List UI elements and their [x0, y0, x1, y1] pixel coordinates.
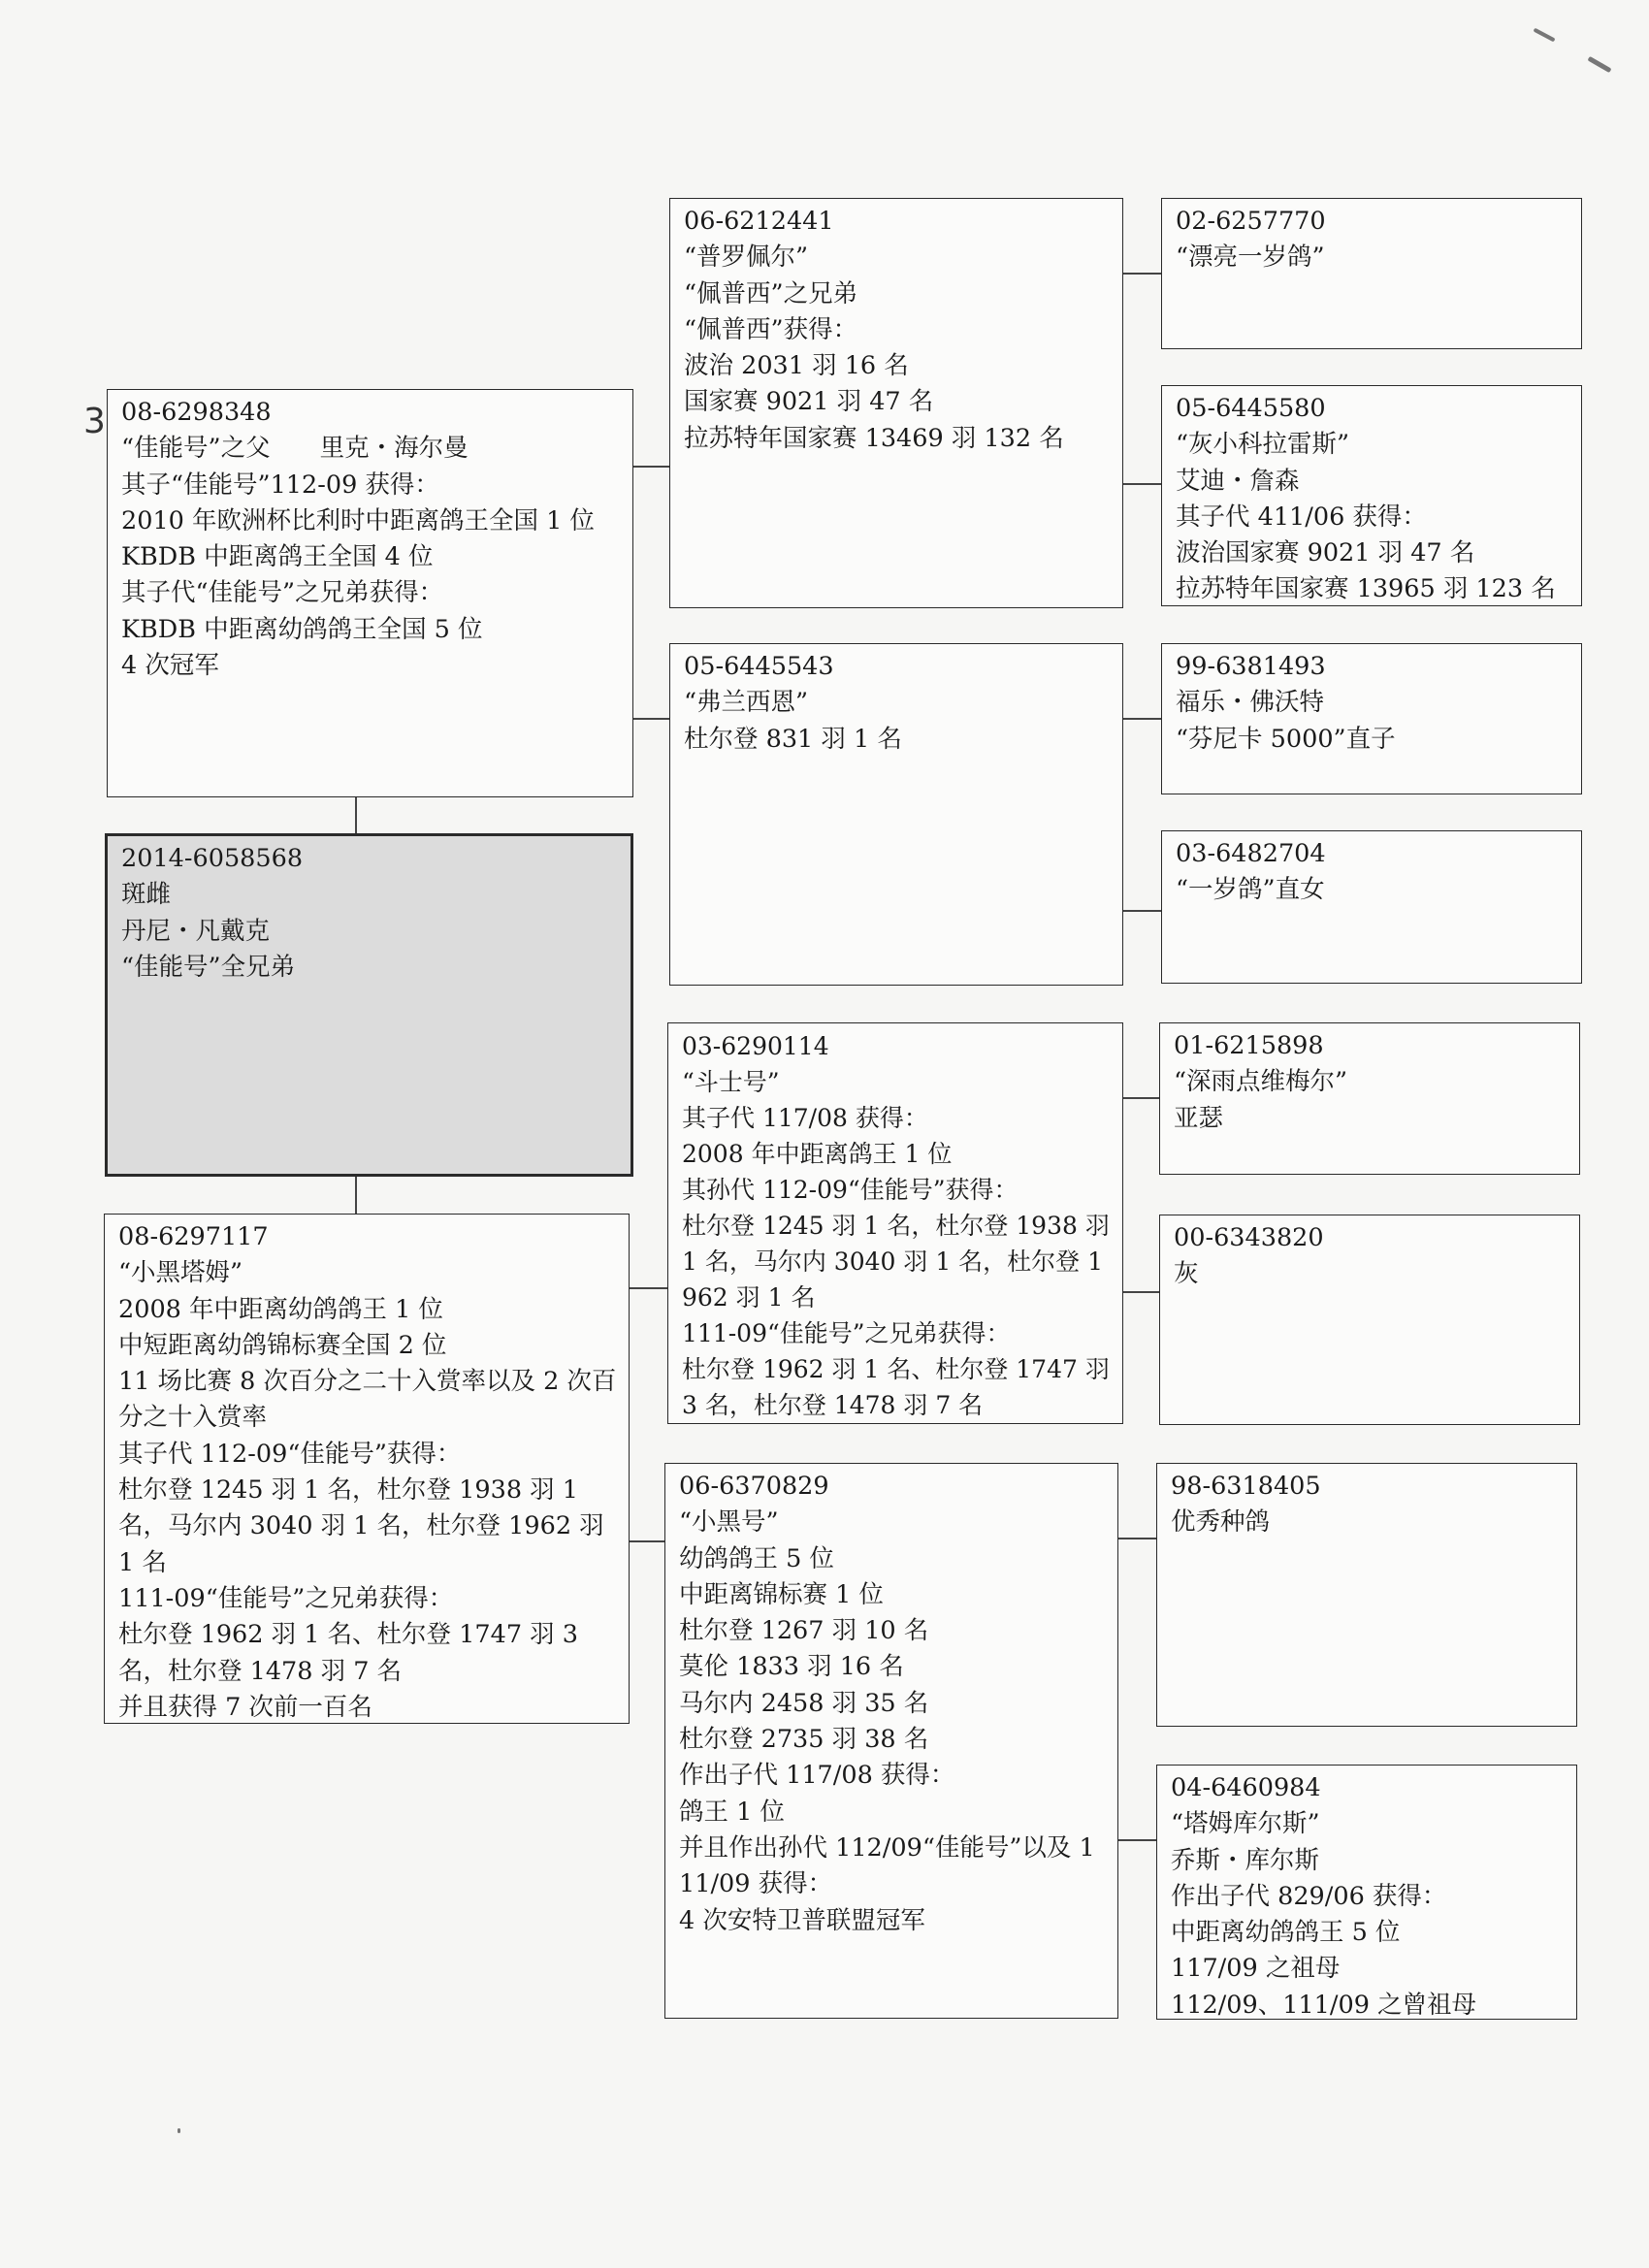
pedigree-line: 杜尔登 1245 羽 1 名，杜尔登 1938 羽 1 名，马尔内 3040 羽 1 名，杜尔登 1962 羽 1 名	[118, 1475, 612, 1577]
pedigree-line: 其孙代 112-09“佳能号”获得：	[682, 1176, 1018, 1204]
pedigree-line: 2008 年中距离幼鸽鸽王 1 位	[118, 1294, 443, 1324]
pedigree-line: 杜尔登 1962 羽 1 名、杜尔登 1747 羽 3 名，杜尔登 1478 羽 7 名	[118, 1620, 587, 1686]
pedigree-line: “弗兰西恩”	[684, 688, 809, 718]
pedigree-line: 乔斯・库尔斯	[1171, 1845, 1320, 1875]
pedigree-line: 拉苏特年国家赛 13965 羽 123 名	[1176, 574, 1556, 604]
pedigree-line: KBDB 中距离幼鸽鸽王全国 5 位	[121, 614, 483, 644]
margin-handwritten-mark: 3	[83, 402, 106, 441]
connector-line	[633, 718, 669, 720]
pedigree-line: 117/09 之祖母	[1171, 1954, 1341, 1984]
pedigree-line: 111-09“佳能号”之兄弟获得：	[682, 1319, 1011, 1347]
pedigree-line: 111-09“佳能号”之兄弟获得：	[118, 1583, 454, 1613]
connector-line	[1123, 1097, 1159, 1099]
staple-mark	[1533, 28, 1555, 43]
pedigree-line: “普罗佩尔”	[684, 243, 809, 273]
pedigree-line: “佩普西”之兄弟	[684, 278, 858, 308]
sire-sire-dam-box	[1161, 385, 1582, 606]
pedigree-line: 波治国家赛 9021 羽 47 名	[1176, 538, 1475, 568]
connector-line	[633, 466, 669, 468]
subject-box	[105, 833, 633, 1177]
ring-number: 08-6297117	[118, 1222, 269, 1251]
dam-sire-dam-box	[1159, 1215, 1580, 1425]
dam-box	[104, 1214, 630, 1724]
pedigree-line: 4 次冠军	[121, 651, 219, 681]
ring-number: 2014-6058568	[121, 844, 304, 873]
pedigree-line: 杜尔登 2735 羽 38 名	[679, 1725, 929, 1755]
ring-number: 06-6212441	[684, 207, 834, 236]
connector-line	[1118, 1839, 1156, 1841]
pedigree-line: 杜尔登 1962 羽 1 名、杜尔登 1747 羽 3 名，杜尔登 1478 羽 7 名	[682, 1355, 1117, 1419]
pedigree-line: “佳能号”全兄弟	[121, 952, 296, 982]
dam-dam-sire-box	[1156, 1463, 1577, 1727]
pedigree-line: 斑雌	[121, 880, 172, 910]
pedigree-line: 其子“佳能号”112-09 获得：	[121, 470, 439, 500]
ring-number: 98-6318405	[1171, 1472, 1321, 1501]
pedigree-line: 艾迪・詹森	[1176, 466, 1300, 496]
pedigree-line: “一岁鸽”直女	[1176, 875, 1325, 905]
dam-sire-box	[667, 1022, 1123, 1424]
staple-mark	[1587, 56, 1611, 73]
pedigree-line: 2010 年欧洲杯比利时中距离鸽王全国 1 位	[121, 505, 595, 535]
connector-line	[630, 1287, 667, 1289]
pedigree-line: 拉苏特年国家赛 13469 羽 132 名	[684, 423, 1064, 453]
pedigree-line: “灰小科拉雷斯”	[1176, 430, 1350, 460]
pedigree-line: 其子代 411/06 获得：	[1176, 502, 1427, 532]
connector-line	[1123, 483, 1161, 485]
pedigree-line: “漂亮一岁鸽”	[1176, 243, 1325, 273]
pedigree-line: “小黑号”	[679, 1507, 779, 1538]
pedigree-line: 其子代“佳能号”之兄弟获得：	[121, 578, 444, 608]
connector-line	[1123, 910, 1161, 912]
pedigree-line: “斗士号”	[682, 1068, 780, 1096]
pedigree-line: 中距离幼鸽鸽王 5 位	[1171, 1918, 1401, 1948]
ring-number: 05-6445543	[684, 652, 834, 681]
pedigree-line: 作出子代 117/08 获得：	[679, 1761, 955, 1791]
pedigree-line: 马尔内 2458 羽 35 名	[679, 1688, 929, 1718]
ring-number: 02-6257770	[1176, 207, 1326, 236]
ring-number: 99-6381493	[1176, 652, 1326, 681]
dam-sire-sire-box	[1159, 1022, 1580, 1175]
pedigree-line: 灰	[1174, 1259, 1199, 1289]
ring-number: 06-6370829	[679, 1472, 829, 1501]
sire-box	[107, 389, 633, 797]
pedigree-line: 其子代 117/08 获得：	[682, 1104, 928, 1132]
sire-dam-dam-box	[1161, 830, 1582, 984]
pedigree-line: 11 场比赛 8 次百分之二十入赏率以及 2 次百分之十入赏率	[118, 1367, 617, 1433]
pedigree-line: “佳能号”之父 里克・海尔曼	[121, 434, 469, 464]
dam-dam-dam-box	[1156, 1765, 1577, 2020]
connector-line	[630, 1540, 664, 1542]
ring-number: 01-6215898	[1174, 1031, 1324, 1060]
pedigree-line: 112/09、111/09 之曾祖母	[1171, 1990, 1477, 2020]
pedigree-line: “芬尼卡 5000”直子	[1176, 724, 1396, 754]
pedigree-line: 幼鸽鸽王 5 位	[679, 1543, 834, 1573]
pedigree-line: 并且获得 7 次前一百名	[118, 1692, 372, 1722]
pedigree-line: 中距离锦标赛 1 位	[679, 1579, 884, 1609]
pedigree-line: 亚瑟	[1174, 1103, 1224, 1133]
pedigree-line: “深雨点维梅尔”	[1174, 1067, 1348, 1097]
pedigree-line: 鸽王 1 位	[679, 1797, 785, 1827]
pedigree-line: KBDB 中距离鸽王全国 4 位	[121, 542, 434, 572]
pedigree-line: 国家赛 9021 羽 47 名	[684, 387, 934, 417]
sire-sire-sire-box	[1161, 198, 1582, 349]
pedigree-line: 杜尔登 1267 羽 10 名	[679, 1616, 929, 1646]
pedigree-line: 杜尔登 1245 羽 1 名，杜尔登 1938 羽 1 名，马尔内 3040 羽 1 名，杜尔登 1962 羽 1 名	[682, 1212, 1117, 1312]
pedigree-line: “塔姆库尔斯”	[1171, 1809, 1320, 1839]
pedigree-line: 福乐・佛沃特	[1176, 688, 1325, 718]
pedigree-line: 4 次安特卫普联盟冠军	[679, 1905, 925, 1935]
sire-sire-box	[669, 198, 1123, 608]
sire-dam-box	[669, 643, 1123, 986]
ring-number: 05-6445580	[1176, 394, 1326, 423]
pedigree-line: 波治 2031 羽 16 名	[684, 351, 909, 381]
pedigree-line: 其子代 112-09“佳能号”获得：	[118, 1439, 462, 1469]
ring-number: 03-6290114	[682, 1032, 829, 1060]
pedigree-line: 作出子代 829/06 获得：	[1171, 1881, 1447, 1911]
pedigree-line: 并且作出孙代 112/09“佳能号”以及 111/09 获得：	[679, 1832, 1095, 1899]
pedigree-line: 莫伦 1833 羽 16 名	[679, 1652, 904, 1682]
pedigree-line: 杜尔登 831 羽 1 名	[684, 724, 902, 754]
connector-line	[1123, 718, 1161, 720]
pedigree-line: “佩普西”获得：	[684, 314, 858, 344]
pedigree-line: 丹尼・凡戴克	[121, 916, 271, 946]
connector-line	[355, 797, 357, 833]
sire-dam-sire-box	[1161, 643, 1582, 794]
ring-number: 00-6343820	[1174, 1223, 1324, 1252]
ring-number: 04-6460984	[1171, 1773, 1321, 1802]
pedigree-line: 2008 年中距离鸽王 1 位	[682, 1140, 953, 1168]
ink-speck	[178, 2128, 180, 2133]
dam-dam-box	[664, 1463, 1118, 2019]
connector-line	[1123, 273, 1161, 275]
pedigree-line: 中短距离幼鸽锦标赛全国 2 位	[118, 1330, 447, 1360]
connector-line	[355, 1177, 357, 1214]
pedigree-line: “小黑塔姆”	[118, 1258, 243, 1288]
ring-number: 08-6298348	[121, 398, 272, 427]
pedigree-line: 优秀种鸽	[1171, 1507, 1271, 1538]
connector-line	[1123, 1291, 1159, 1293]
connector-line	[1118, 1538, 1156, 1539]
ring-number: 03-6482704	[1176, 839, 1326, 868]
